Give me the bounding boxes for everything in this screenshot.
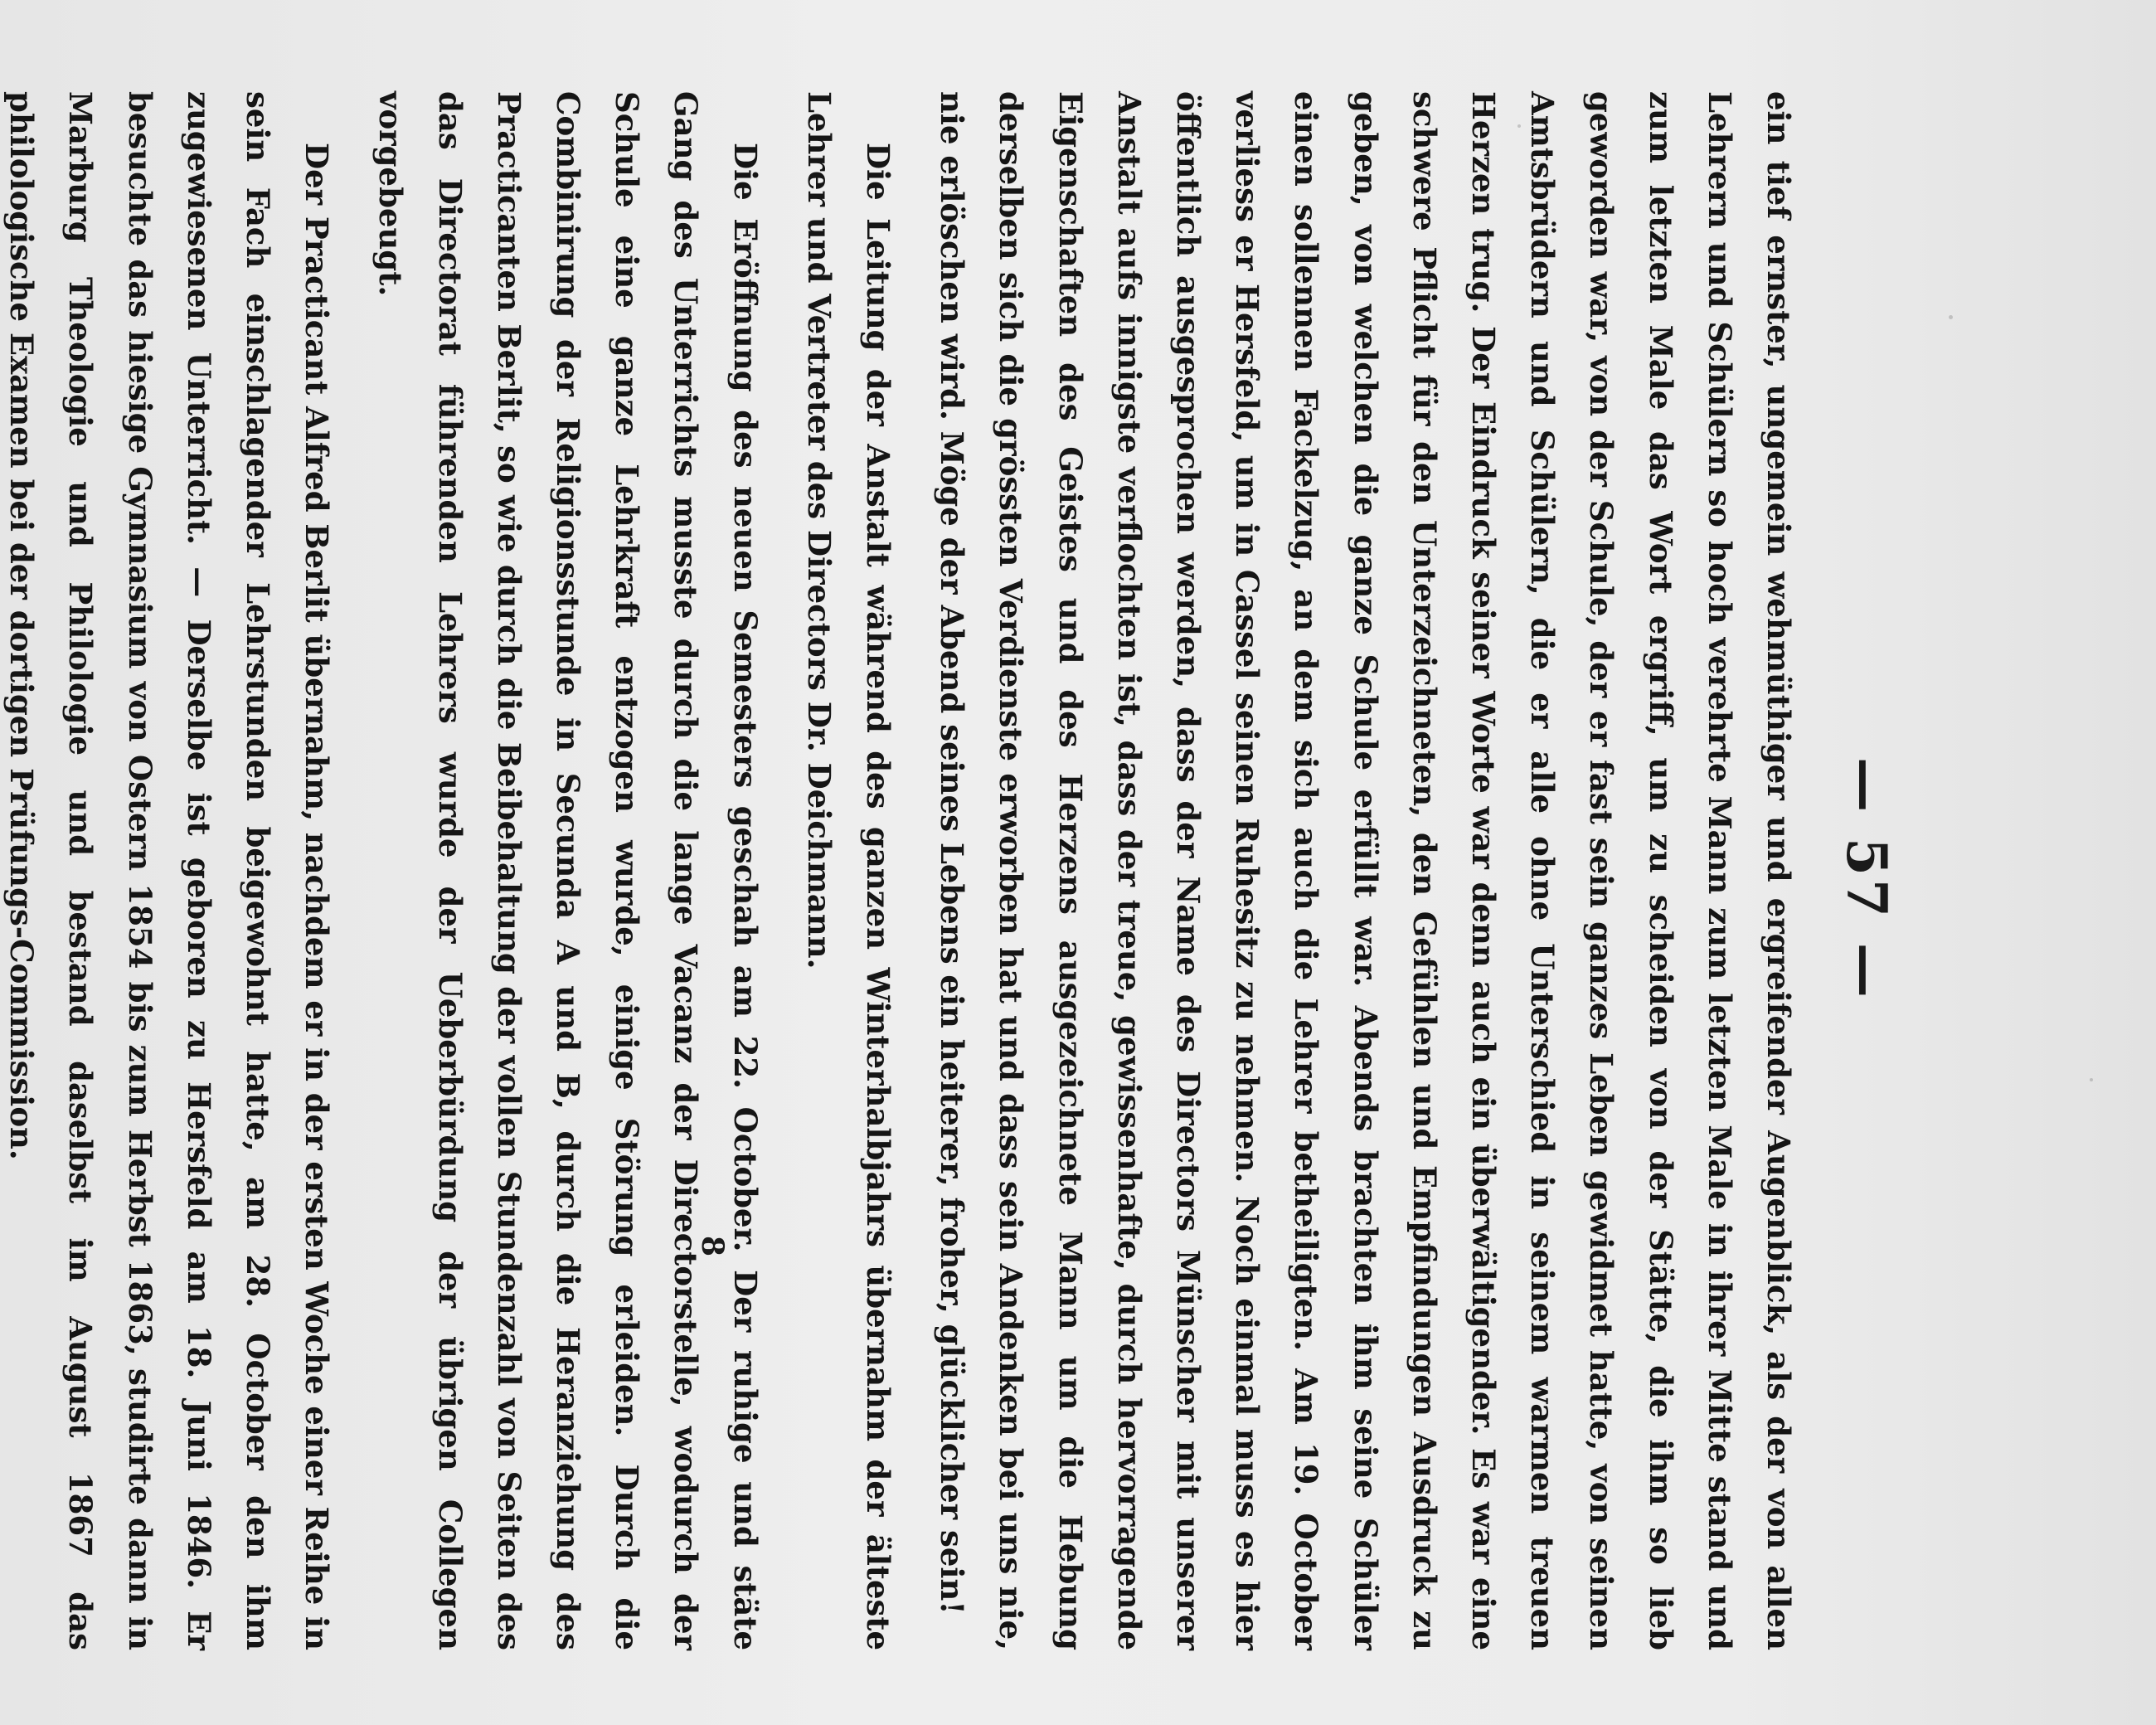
paragraph-2: Die Leitung der Anstalt während des ganzen Winterhalbjahrs übernahm der älteste Lehrer und Vertreter des Directors Dr. Deichmann. [800,91,896,1650]
page-number-header: — 57 — [1834,757,1899,1001]
paragraph-1: ein tief ernster, ungemein wehmüthiger und ergreifender Augenblick, als der von allen Lehrern und Schülern so hoch verehrte Mann zum letzten Male in ihrer Mitte stand und zum letzten Male das Wort ergriff, um zu scheiden von der Stätte, die ihm so lieb geworden war, von der Schule, der er fast sein ganzes Leben gewidmet hatte, von seinen Amtsbrüdern und Schülern, die er alle ohne Unterschied in seinem warmen treuen Herzen trug. Der Eindruck seiner Worte war denn auch ein überwältigender. Es war eine schwere Pflicht für den Unterzeichneten, den Gefühlen und Empfindungen Ausdruck zu geben, von welchen die ganze Schule erfüllt war. Abends brachten ihm seine Schüler einen sollennen Fackelzug, an dem sich auch die Lehrer betheiligten. Am 19. October verliess er Hersfeld, um in Cassel seinen Ruhesitz zu nehmen. Noch einmal muss es hier öffentlich ausgesprochen werden, dass der Name des Directors Münscher mit unserer Anstalt aufs innigste verflochten ist, dass der treue, gewissenhafte, durch hervorragende Eigenschaften des Geistes und des Herzens ausgezeichnete Mann um die Hebung derselben sich die grössten Verdienste erworben hat und dass sein Andenken bei uns nie, nie erlöschen wird. Möge der Abend seines Lebens ein heiterer, froher, glücklicher sein! [934,91,1797,1650]
paragraph-4: Der Practicant Alfred Berlit übernahm, nachdem er in der ersten Woche einer Reihe in sein Fach einschlagender Lehrstunden beigewohnt hatte, am 28. October den ihm zugewiesenen Unterricht. — Derselbe ist geboren zu Hersfeld am 18. Juni 1846. Er besuchte das hiesige Gymnasium von Ostern 1854 bis zum Herbst 1863, studirte dann in Marburg Theologie und Philologie und bestand daselbst im August 1867 das philologische Examen bei der dortigen Prüfungs-Commission. [3,91,336,1650]
signature-mark: 8 [695,1236,730,1257]
document-body [0,91,1808,1650]
rotated-text-block [0,91,1899,1667]
paragraph-3: Die Eröffnung des neuen Semesters geschah am 22. October. Der ruhige und stäte Gang des Unterrichts musste durch die lange Vacanz der Directorstelle, wodurch der Schule eine ganze Lehrkraft entzogen wurde, einige Störung erleiden. Durch die Combinirung der Religionsstunde in Secunda A und B, durch die Heranziehung des Practicanten Berlit, so wie durch die Beibehaltung der vollen Stundenzahl von Seiten des das Directorat führenden Lehrers wurde der Ueberbürdung der übrigen Collegen vorgebeugt. [372,91,764,1650]
